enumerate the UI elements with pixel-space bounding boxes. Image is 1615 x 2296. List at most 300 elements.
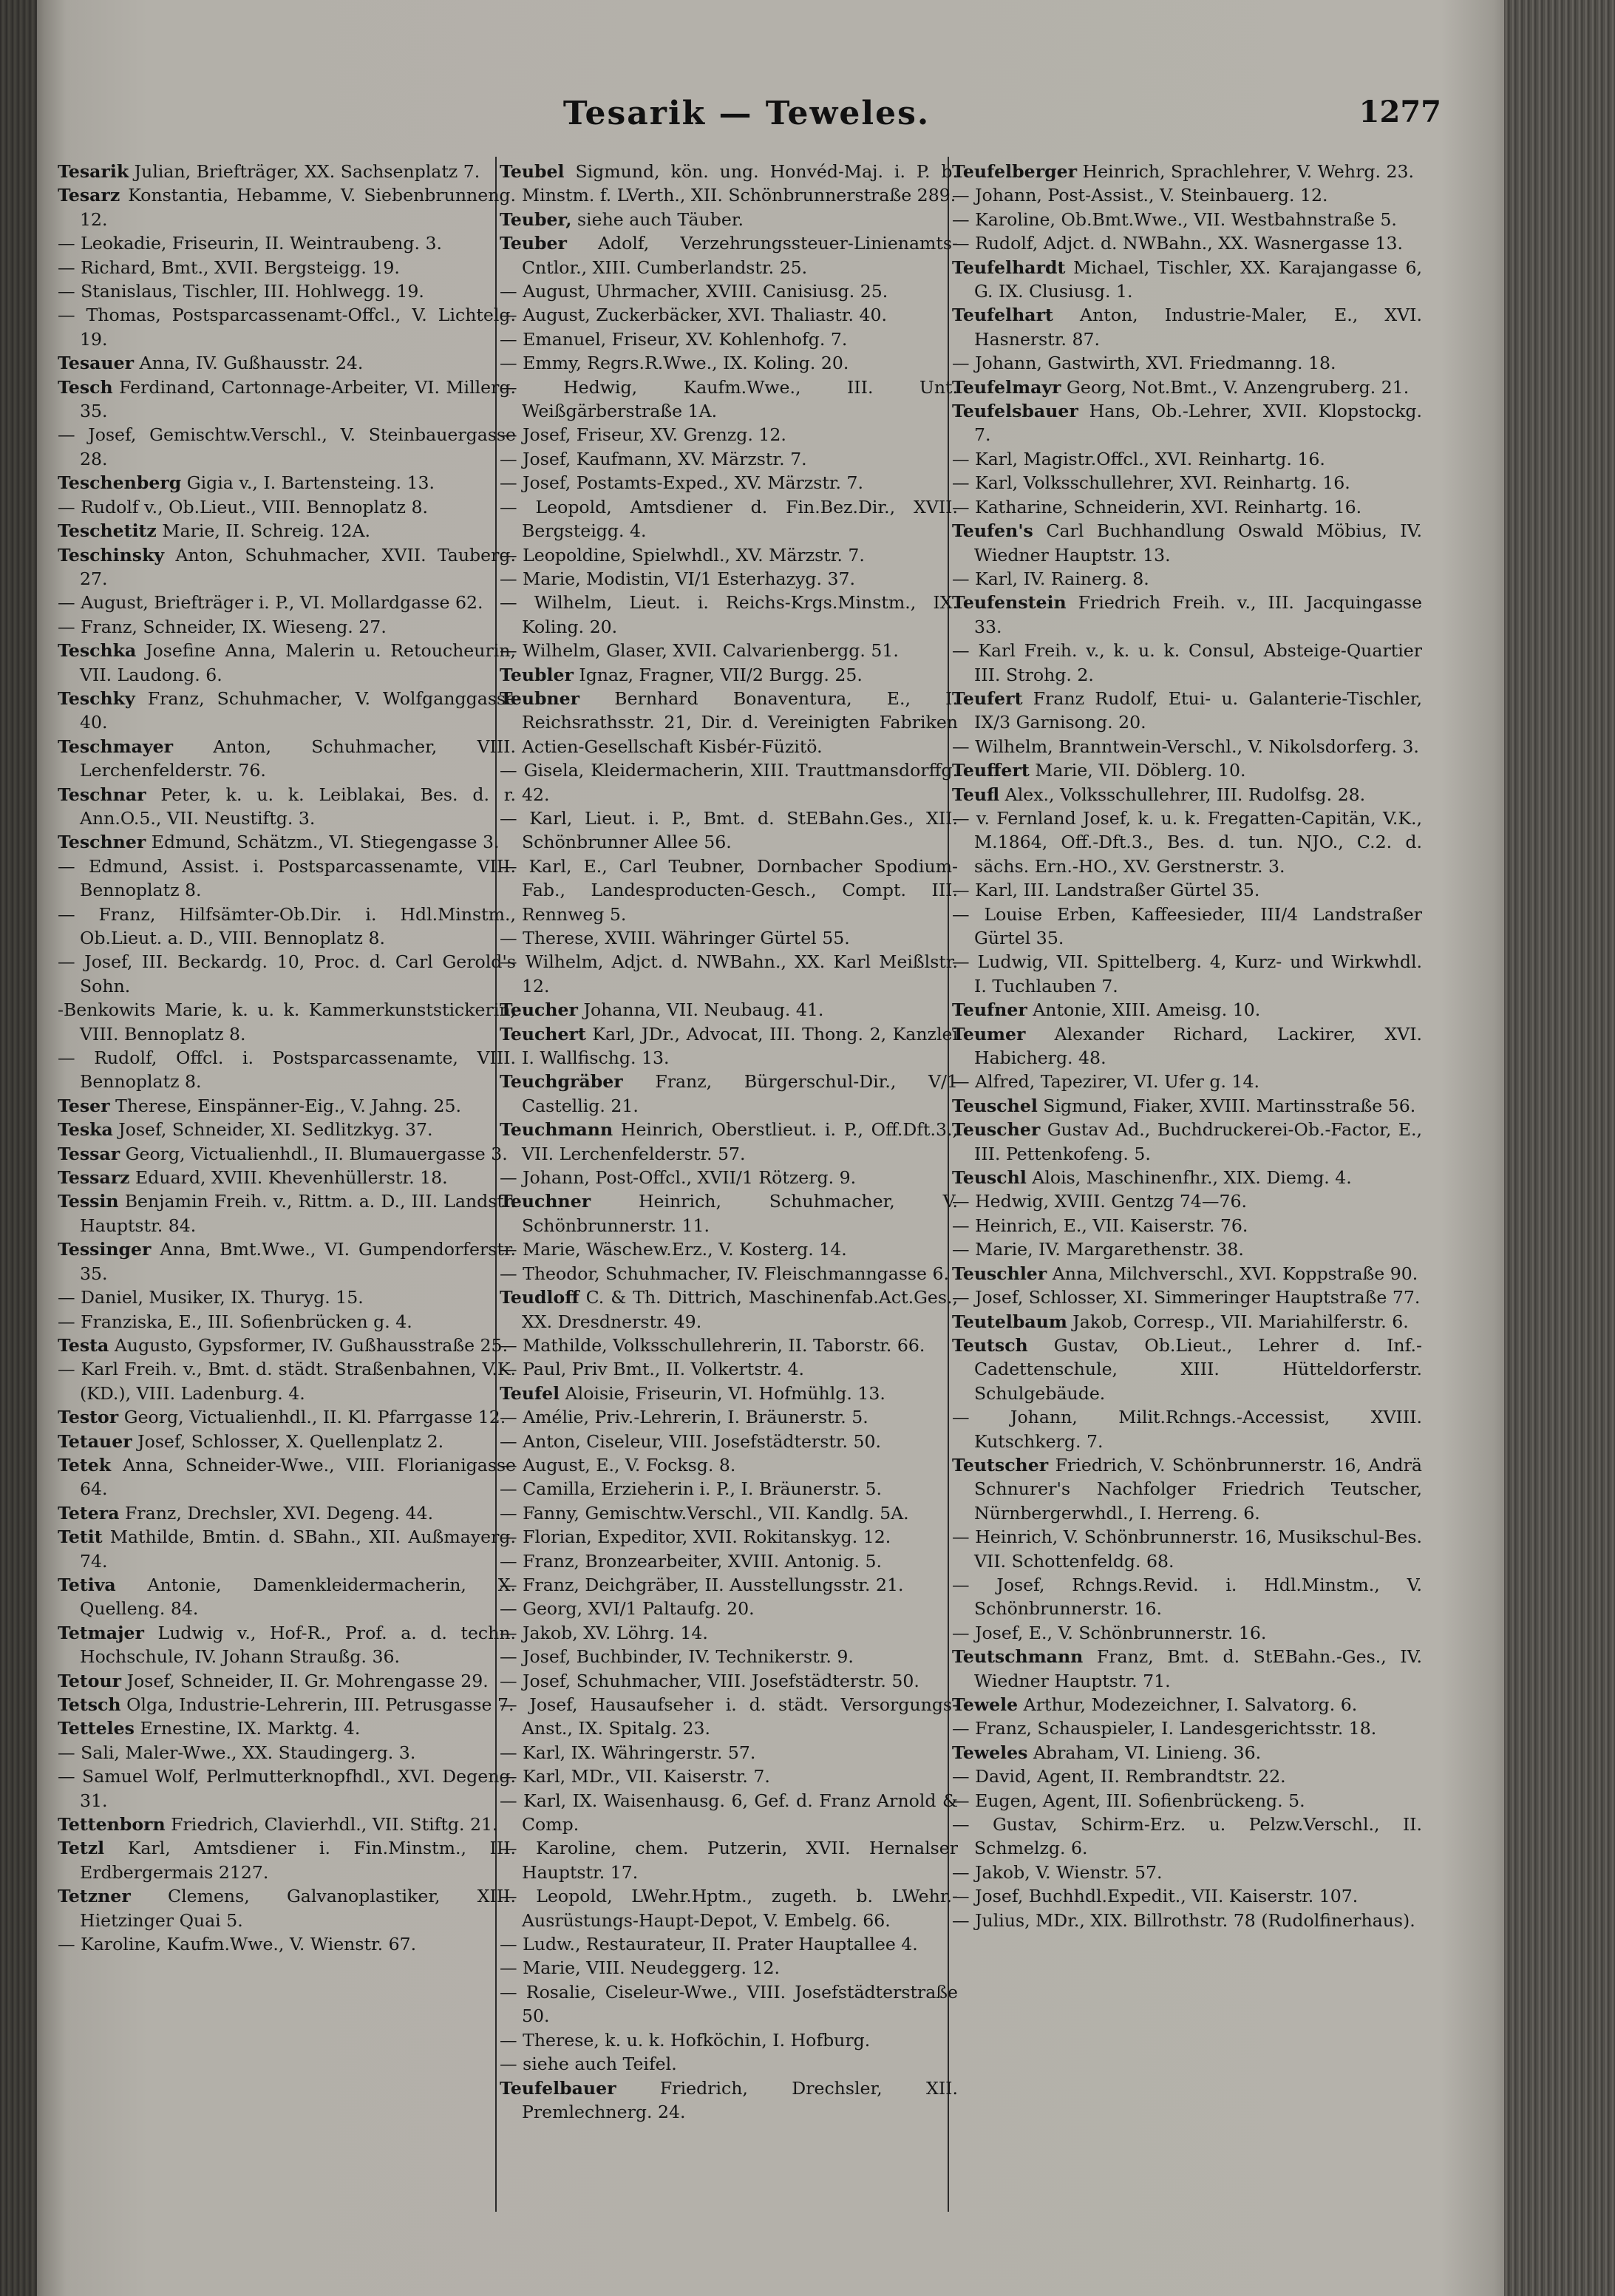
directory-entry [58,279,516,303]
directory-entry [952,1813,1422,1861]
entry-details: — Josef, Kaufmann, XV. Märzstr. 7. [500,448,807,469]
entry-details: — Jakob, XV. Löhrg. 14. [500,1622,708,1643]
directory-entry [58,1285,516,1309]
directory-entry [500,1070,958,1118]
entry-surname: Tetiva [58,1574,116,1595]
directory-entry [58,591,516,614]
entry-surname: Teuscher [952,1119,1041,1141]
directory-entry [952,256,1422,304]
directory-entry [58,1405,516,1429]
directory-entry [58,1836,516,1884]
directory-entry [58,1310,516,1334]
directory-entry [58,1765,516,1813]
entry-details: — siehe auch Teifel. [500,2054,677,2075]
entry-surname: Teufelbauer [500,2077,616,2099]
directory-entry [58,1094,516,1118]
directory-entry [952,1405,1422,1453]
directory-entry [58,1693,516,1716]
entry-details: Bernhard Bonaventura, E., I. Reichsrathsstr. 21, Dir. d. Vereinigten Fabriken Actien-Gesellschaft Kisbér-Füzitö. [522,687,958,757]
directory-entry [58,1430,516,1453]
entry-surname: Teska [58,1119,113,1141]
entry-surname: Teuchmann [500,1119,613,1141]
entry-surname: Teschmayer [58,736,174,757]
entry-details: — Emanuel, Friseur, XV. Kohlenhofg. 7. [500,328,848,350]
directory-entry [500,1262,958,1285]
entry-details: — Rudolf v., Ob.Lieut., VIII. Bennoplatz 8. [58,496,428,517]
entry-details: — Rosalie, Ciseleur-Wwe., VIII. Josefstädterstraße 50. [500,1981,958,2027]
directory-entry [500,1525,958,1549]
directory-entry [500,1597,958,1620]
entry-details: Friedrich, Drechsler, XII. Premlechnerg. 24. [522,2077,958,2122]
directory-entry [952,1334,1422,1405]
directory-entry [500,471,958,495]
directory-entry [952,351,1422,375]
entry-details: Anton, Industrie-Maler, E., XVI. Hasnerstr. 87. [974,305,1422,350]
entry-details: — Karl, IX. Währingerstr. 57. [500,1742,756,1763]
book-spine-edge [0,0,37,2296]
directory-entry [952,1716,1422,1740]
entry-details: Alex., Volksschullehrer, III. Rudolfsg. 28. [1004,784,1366,805]
entry-details: — Theodor, Schuhmacher, IV. Fleischmanngasse 6. [500,1263,950,1284]
entry-details: — Franz, Schneider, IX. Wieseng. 27. [58,616,387,637]
entry-details: — Daniel, Musiker, IX. Thuryg. 15. [58,1287,364,1308]
entry-details: — Rudolf, Offcl. i. Postsparcassenamte, VIII. Bennoplatz 8. [58,1047,516,1093]
entry-details: Carl Buchhandlung Oswald Möbius, IV. Wiedner Hauptstr. 13. [974,520,1422,565]
entry-details: — Heinrich, V. Schönbrunnerstr. 16, Musikschul-Bes. VII. Schottenfeldg. 68. [952,1526,1422,1572]
entry-details: Gigia v., I. Bartensteing. 13. [186,472,435,494]
entry-details: — Paul, Priv Bmt., II. Volkertstr. 4. [500,1359,805,1380]
entry-details: Edmund, Schätzm., VI. Stiegengasse 3. [151,832,500,853]
entry-details: — Josef, E., V. Schönbrunnerstr. 16. [952,1622,1267,1643]
directory-entry [58,735,516,783]
entry-details: — Sali, Maler-Wwe., XX. Staudingerg. 3. [58,1742,416,1763]
directory-entry [500,1932,958,1956]
entry-details: Ernestine, IX. Marktg. 4. [140,1718,361,1739]
directory-entry [500,1189,958,1237]
directory-entry [952,591,1422,639]
directory-entry [500,1118,958,1166]
entry-surname: Tesarz [58,185,120,206]
directory-entry [500,926,958,950]
entry-surname: Teufelmayr [952,376,1061,398]
entry-surname: Tessinger [58,1239,152,1260]
entry-details: Anna, Schneider-Wwe., VIII. Florianigasse 64. [80,1454,516,1500]
entry-surname: Teuffert [952,760,1030,781]
entry-details: siehe auch Täuber. [577,208,744,230]
entry-surname: Teufelberger [952,161,1078,182]
entry-details: — Josef, Friseur, XV. Grenzg. 12. [500,424,786,446]
entry-details: Johanna, VII. Neubaug. 41. [583,999,824,1021]
directory-entry [952,1285,1422,1309]
entry-details: — Wilhelm, Glaser, XVII. Calvarienbergg. 51. [500,640,899,662]
entry-details: -Benkowits Marie, k. u. k. Kammerkunststickerin, VIII. Bennoplatz 8. [58,999,516,1045]
entry-details: Alois, Maschinenfhr., XIX. Diemg. 4. [1032,1167,1352,1189]
entry-surname: Tetmajer [58,1622,144,1643]
directory-entry [500,543,958,567]
entry-details: Gustav, Ob.Lieut., Lehrer d. Inf.-Cadettenschule, XIII. Hütteldorferstr. Schulgebäude. [974,1334,1422,1404]
directory-entry [500,1645,958,1668]
directory-entry [500,1836,958,1884]
directory-entry [58,1453,516,1501]
directory-entry [952,950,1422,998]
entry-details: Alexander Richard, Lackirer, XVI. Habicherg. 48. [974,1023,1422,1069]
entry-details: — Ludwig, VII. Spittelberg. 4, Kurz- und Wirkwhdl. I. Tuchlauben 7. [952,951,1422,996]
directory-entry [500,639,958,662]
directory-entry [500,663,958,687]
entry-surname: Teufl [952,784,1000,805]
entry-surname: Tetit [58,1526,103,1548]
entry-details: — Eugen, Agent, III. Sofienbrückeng. 5. [952,1790,1305,1811]
running-title: Tesarik — Teweles. [562,95,931,132]
entry-details: — Wilhelm, Adjct. d. NWBahn., XX. Karl Meißlstr. 12. [500,951,958,996]
entry-details: — Josef, Gemischtw.Verschl., V. Steinbauergasse 28. [58,424,516,469]
entry-details: — Heinrich, E., VII. Kaiserstr. 76. [952,1215,1248,1236]
directory-entry [500,231,958,279]
entry-details: — Johann, Post-Offcl., XVII/1 Rötzerg. 9. [500,1167,857,1189]
entry-surname: Teubel [500,161,565,182]
directory-entry [952,399,1422,447]
entry-details: — Karl, Volksschullehrer, XVI. Reinhartg. 16. [952,472,1350,494]
entry-surname: Tessar [58,1143,120,1164]
directory-entry [952,1118,1422,1166]
directory-entry [58,783,516,831]
entry-details: — Karl Freih. v., Bmt. d. städt. Straßenbahnen, V.K. (KD.), VIII. Ladenburg. 4. [58,1359,516,1404]
directory-entry [952,1789,1422,1813]
entry-details: Antonie, Damenkleidermacherin, X. Quelleng. 84. [80,1574,516,1620]
entry-details: — Camilla, Erzieherin i. P., I. Bräunerstr. 5. [500,1478,882,1500]
directory-entry [952,183,1422,207]
directory-entry [500,1765,958,1788]
entry-surname: Teubner [500,687,580,709]
directory-entry [952,1094,1422,1118]
entry-surname: Teuschel [952,1095,1038,1116]
entry-details: Mathilde, Bmtin. d. SBahn., XII. Außmayerg. 74. [80,1526,516,1572]
entry-details: Ignaz, Fragner, VII/2 Burgg. 25. [579,664,863,685]
entry-details: — Therese, k. u. k. Hofköchin, I. Hofburg. [500,2029,871,2051]
directory-entry [500,1693,958,1741]
entry-surname: Teucher [500,999,578,1021]
entry-details: — Karl, IV. Rainerg. 8. [952,568,1149,589]
directory-entry [952,1237,1422,1261]
entry-surname: Teubler [500,664,574,685]
entry-details: — Johann, Post-Assist., V. Steinbauerg. 12. [952,185,1328,206]
directory-entry [58,950,516,998]
entry-details: — Franz, Bronzearbeiter, XVIII. Antonig. 5. [500,1550,882,1572]
directory-entry [952,1166,1422,1189]
directory-entry [952,1765,1422,1788]
entry-details: — Josef, Hausaufseher i. d. städt. Versorgungs-Anst., IX. Spitalg. 23. [500,1694,958,1739]
entry-surname: Teweles [952,1742,1028,1763]
entry-details: — Richard, Bmt., XVII. Bergsteigg. 19. [58,257,400,278]
entry-surname: Tetour [58,1670,122,1691]
entry-details: Josef, Schneider, XI. Sedlitzkyg. 37. [118,1119,433,1141]
page-header [52,95,1441,146]
directory-entry [500,1549,958,1573]
entry-details: — Stanislaus, Tischler, III. Hohlwegg. 19. [58,281,424,302]
directory-entry [500,1382,958,1405]
directory-entry [58,303,516,351]
directory-entry [500,950,958,998]
entry-details: — Georg, XVI/1 Paltaufg. 20. [500,1598,755,1620]
entry-details: Friedrich, Clavierhdl., VII. Stiftg. 21. [171,1814,498,1835]
directory-entry [500,1477,958,1501]
entry-details: — August, Uhrmacher, XVIII. Canisiusg. 25. [500,281,888,302]
entry-surname: Testa [58,1334,109,1356]
entry-surname: Teufelhardt [952,257,1066,278]
directory-entry [500,1285,958,1334]
directory-entry [500,567,958,591]
directory-entry [952,1525,1422,1573]
directory-entry [500,1741,958,1765]
directory-column-2 [500,160,958,2274]
directory-entry [58,687,516,735]
entry-details: — Franz, Hilfsämter-Ob.Dir. i. Hdl.Minstm., Ob.Lieut. a. D., VIII. Bennoplatz 8. [58,903,516,948]
entry-details: Anna, Milchverschl., XVI. Koppstraße 90. [1052,1263,1418,1284]
directory-entry [952,231,1422,255]
entry-details: — Amélie, Priv.-Lehrerin, I. Bräunerstr. 5. [500,1407,868,1428]
entry-surname: Teufen's [952,520,1033,542]
entry-details: — Samuel Wolf, Perlmutterknopfhdl., XVI. Degeng. 31. [58,1766,516,1811]
entry-details: — Rudolf, Adjct. d. NWBahn., XX. Wasnergasse 13. [952,233,1404,254]
entry-surname: Teschnar [58,784,146,805]
entry-details: — Leopold, Amtsdiener d. Fin.Bez.Dir., XVII. Bergsteigg. 4. [500,496,958,542]
entry-surname: Teschky [58,687,135,709]
entry-details: — Marie, VIII. Neudeggerg. 12. [500,1957,781,1979]
directory-entry [952,208,1422,231]
entry-surname: Teufelhart [952,305,1053,326]
entry-details: Arthur, Modezeichner, I. Salvatorg. 6. [1023,1694,1358,1715]
entry-details: C. & Th. Dittrich, Maschinenfab.Act.Ges., XX. Dresdnerstr. 49. [522,1287,958,1332]
entry-details: — David, Agent, II. Rembrandtstr. 22. [952,1766,1286,1787]
directory-entry [58,639,516,687]
directory-entry [952,758,1422,782]
directory-entry [500,806,958,855]
directory-entry [500,2052,958,2076]
directory-entry [500,1956,958,1980]
entry-details: — Jakob, V. Wienstr. 57. [952,1861,1163,1883]
entry-details: Konstantia, Hebamme, V. Siebenbrunneng. 12. [80,185,516,230]
entry-details: Franz, Bmt. d. StEBahn.-Ges., IV. Wiedner Hauptstr. 71. [974,1646,1422,1691]
directory-entry [952,1262,1422,1285]
entry-surname: Teschner [58,832,146,853]
entry-surname: Teufel [500,1382,560,1404]
entry-surname: Teutelbaum [952,1311,1067,1332]
entry-details: — Emmy, Regrs.R.Wwe., IX. Koling. 20. [500,353,849,374]
entry-details: Georg, Victualienhdl., II. Kl. Pfarrgasse 12. [123,1407,506,1428]
directory-entry [952,519,1422,567]
entry-surname: Tettenborn [58,1814,166,1835]
entry-details: — Alfred, Tapezirer, VI. Ufer g. 14. [952,1071,1260,1093]
entry-details: — Hedwig, Kaufm.Wwe., III. Unt. Weißgärberstraße 1A. [500,376,958,422]
directory-entry [500,2028,958,2052]
entry-details: Heinrich, Sprachlehrer, V. Wehrg. 23. [1082,161,1414,182]
entry-surname: Teschinsky [58,544,165,565]
directory-entry [58,1357,516,1405]
entry-surname: Tetek [58,1454,112,1475]
entry-details: — Josef, Schuhmacher, VIII. Josefstädterstr. 50. [500,1670,919,1691]
directory-entry [500,1357,958,1381]
directory-entry [500,208,958,231]
directory-entry [500,687,958,758]
entry-details: — Julius, MDr., XIX. Billrothstr. 78 (Rudolfinerhaus). [952,1909,1415,1931]
directory-entry [58,160,516,183]
entry-details: Marie, VII. Döblerg. 10. [1035,760,1246,781]
entry-surname: Tesch [58,376,113,398]
directory-entry [58,1621,516,1669]
directory-entry [500,998,958,1022]
entry-details: Josefine Anna, Malerin u. Retoucheurin, VII. Laudong. 6. [80,640,516,685]
entry-surname: Teudloff [500,1287,579,1308]
entry-surname: Tesauer [58,353,135,374]
directory-entry [500,1669,958,1693]
entry-surname: Teser [58,1095,110,1116]
entry-surname: Tewele [952,1694,1019,1715]
entry-details: Adolf, Verzehrungssteuer-Linienamts-Cntlor., XIII. Cumberlandstr. 25. [522,233,958,278]
directory-entry [58,1669,516,1693]
directory-column-1 [58,160,516,2274]
entry-details: — v. Fernland Josef, k. u. k. Fregatten-Capitän, V.K., M.1864, Off.-Dft.3., Bes. d. tun. NJO., C.2. d. sächs. Ern.-HO., XV. Gerstnerstr. 3. [952,807,1422,877]
directory-entry [952,783,1422,806]
directory-entry [500,1430,958,1453]
entry-details: — Josef, Postamts-Exped., XV. Märzstr. 7. [500,472,864,494]
entry-details: Jakob, Corresp., VII. Mariahilferstr. 6. [1072,1311,1409,1332]
directory-entry [500,855,958,926]
entry-details: — Johann, Gastwirth, XVI. Friedmanng. 18. [952,353,1336,374]
directory-entry [952,495,1422,519]
directory-entry [58,615,516,639]
directory-entry [58,519,516,543]
entry-surname: Teutschmann [952,1646,1084,1668]
directory-entry [500,279,958,303]
directory-entry [500,327,958,351]
directory-entry [58,830,516,854]
entry-details: — Gustav, Schirm-Erz. u. Pelzw.Verschl., II. Schmelzg. 6. [952,1814,1422,1859]
entry-details: — Josef, III. Beckardg. 10, Proc. d. Carl Gerold's Sohn. [58,951,516,996]
entry-details: — Karoline, chem. Putzerin, XVII. Hernalser Hauptstr. 17. [500,1838,958,1883]
directory-entry [58,423,516,471]
directory-entry [58,256,516,279]
entry-details: Benjamin Freih. v., Rittm. a. D., III. Landstr. Hauptstr. 84. [80,1191,516,1236]
directory-entry [500,591,958,639]
entry-details: — Karl, MDr., VII. Kaiserstr. 7. [500,1766,770,1787]
entry-surname: Teufert [952,687,1023,709]
entry-surname: Teutscher [952,1454,1049,1475]
directory-entry [952,806,1422,878]
directory-entry [952,1022,1422,1070]
entry-details: — August, Briefträger i. P., VI. Mollardgasse 62. [58,592,483,614]
directory-entry [500,1980,958,2028]
entry-details: Friedrich, V. Schönbrunnerstr. 16, Andrä Schnurer's Nachfolger Friedrich Teutscher, Nürnbergerwhdl., I. Herreng. 6. [974,1454,1422,1524]
entry-details: — Josef, Schlosser, XI. Simmeringer Hauptstraße 77. [952,1287,1421,1308]
directory-column-3 [952,160,1422,2274]
directory-entry [58,1501,516,1525]
directory-entry [952,1741,1422,1765]
directory-entry [58,471,516,495]
directory-entry [500,758,958,806]
directory-entry [500,303,958,327]
entry-surname: Tetera [58,1502,120,1524]
entry-details: — Leopoldine, Spielwhdl., XV. Märzstr. 7. [500,544,865,565]
directory-entry [952,1861,1422,1884]
entry-details: — Wilhelm, Branntwein-Verschl., V. Nikolsdorferg. 3. [952,736,1419,757]
entry-details: — Josef, Buchbinder, IV. Technikerstr. 9. [500,1646,854,1668]
entry-details: — Karl, Lieut. i. P., Bmt. d. StEBahn.Ges., XII. Schönbrunner Allee 56. [500,807,958,853]
entry-details: Josef, Schneider, II. Gr. Mohrengasse 29. [126,1670,489,1691]
directory-entry [952,303,1422,351]
directory-entry [58,1716,516,1740]
entry-details: — Thomas, Postsparcassenamt-Offcl., V. Lichtelg. 19. [58,305,516,350]
directory-entry [500,1166,958,1189]
directory-entry [500,1453,958,1477]
directory-entry [58,903,516,951]
entry-surname: Teufelsbauer [952,401,1078,422]
entry-details: — Leokadie, Friseurin, II. Weintraubeng. 3. [58,233,442,254]
entry-details: Heinrich, Oberstlieut. i. P., Off.Dft.3., VII. Lerchenfelderstr. 57. [522,1119,958,1164]
entry-details: — Johann, Milit.Rchngs.-Accessist, XVIII. Kutschkerg. 7. [952,1407,1422,1452]
entry-details: — Marie, Wäschew.Erz., V. Kosterg. 14. [500,1239,847,1260]
entry-details: Therese, Einspänner-Eig., V. Jahng. 25. [115,1095,461,1116]
entry-surname: Teumer [952,1023,1026,1045]
directory-entry [952,1573,1422,1621]
directory-entry [952,1693,1422,1716]
entry-details: Franz, Drechsler, XVI. Degeng. 44. [125,1502,434,1524]
entry-details: — Marie, IV. Margarethenstr. 38. [952,1239,1244,1260]
entry-details: Abraham, VI. Linieng. 36. [1033,1742,1262,1763]
entry-details: Anton, Schuhmacher, XVII. Tauberg. 27. [80,544,516,589]
entry-details: — Josef, Rchngs.Revid. i. Hdl.Minstm., V. Schönbrunnerstr. 16. [952,1574,1422,1620]
entry-details: — Leopold, LWehr.Hptm., zugeth. b. LWehr.-Ausrüstungs-Haupt-Depot, V. Embelg. 66. [500,1886,958,1931]
entry-surname: Testor [58,1407,119,1428]
entry-details: Sigmund, kön. ung. Honvéd-Maj. i. P. b. Minstm. f. LVerth., XII. Schönbrunnerstraße 289. [522,161,958,206]
entry-details: — Karoline, Kaufm.Wwe., V. Wienstr. 67. [58,1934,417,1955]
directory-entry [58,1741,516,1765]
directory-entry [952,903,1422,951]
entry-surname: Teutsch [952,1334,1028,1356]
entry-details: — Therese, XVIII. Währinger Gürtel 55. [500,928,850,948]
entry-details: — Franz, Schauspieler, I. Landesgerichtsstr. 18. [952,1718,1377,1739]
entry-details: Antonie, XIII. Ameisg. 10. [1033,999,1261,1021]
directory-entry [500,1573,958,1597]
entry-details: — Ludw., Restaurateur, II. Prater Hauptallee 4. [500,1934,918,1955]
directory-entry [58,1142,516,1166]
entry-surname: Teuschler [952,1263,1047,1284]
directory-entry [58,1166,516,1189]
entry-details: Michael, Tischler, XX. Karajangasse 6, G. IX. Clusiusg. 1. [974,257,1422,302]
directory-entry [952,160,1422,183]
directory-entry [952,639,1422,687]
entry-details: Karl, Amtsdiener i. Fin.Minstm., III. Erdbergermais 2127. [80,1838,516,1883]
entry-details: Ludwig v., Hof-R., Prof. a. d. techn. Hochschule, IV. Johann Straußg. 36. [80,1622,516,1668]
entry-details: — Hedwig, XVIII. Gentzg 74—76. [952,1191,1248,1212]
entry-details: Georg, Not.Bmt., V. Anzengruberg. 21. [1067,376,1410,398]
entry-surname: Tetauer [58,1430,132,1452]
directory-entry [58,1884,516,1932]
entry-details: Marie, II. Schreig. 12A. [162,520,371,542]
entry-details: Georg, Victualienhdl., II. Blumauergasse 3. [125,1143,508,1164]
entry-details: — Karl, Magistr.Offcl., XVI. Reinhartg. 16. [952,448,1325,469]
directory-entry [500,1621,958,1645]
entry-details: — Anton, Ciseleur, VIII. Josefstädterstr. 50. [500,1430,882,1452]
entry-details: Anton, Schuhmacher, VIII. Lerchenfelderstr. 76. [80,736,516,781]
entry-details: — Franziska, E., III. Sofienbrücken g. 4. [58,1311,412,1332]
entry-details: — August, E., V. Focksg. 8. [500,1454,736,1475]
entry-details: Franz, Schuhmacher, V. Wolfganggasse 40. [80,687,516,733]
entry-details: — Edmund, Assist. i. Postsparcassenamte, VIII. Bennoplatz 8. [58,855,516,901]
entry-details: Augusto, Gypsformer, IV. Gußhausstraße 25. [114,1334,509,1356]
entry-details: — Karl, III. Landstraßer Gürtel 35. [952,880,1260,901]
entry-details: Peter, k. u. k. Leiblakai, Bes. d. r. Ann.O.5., VII. Neustiftg. 3. [80,784,516,829]
directory-entry [952,1453,1422,1525]
